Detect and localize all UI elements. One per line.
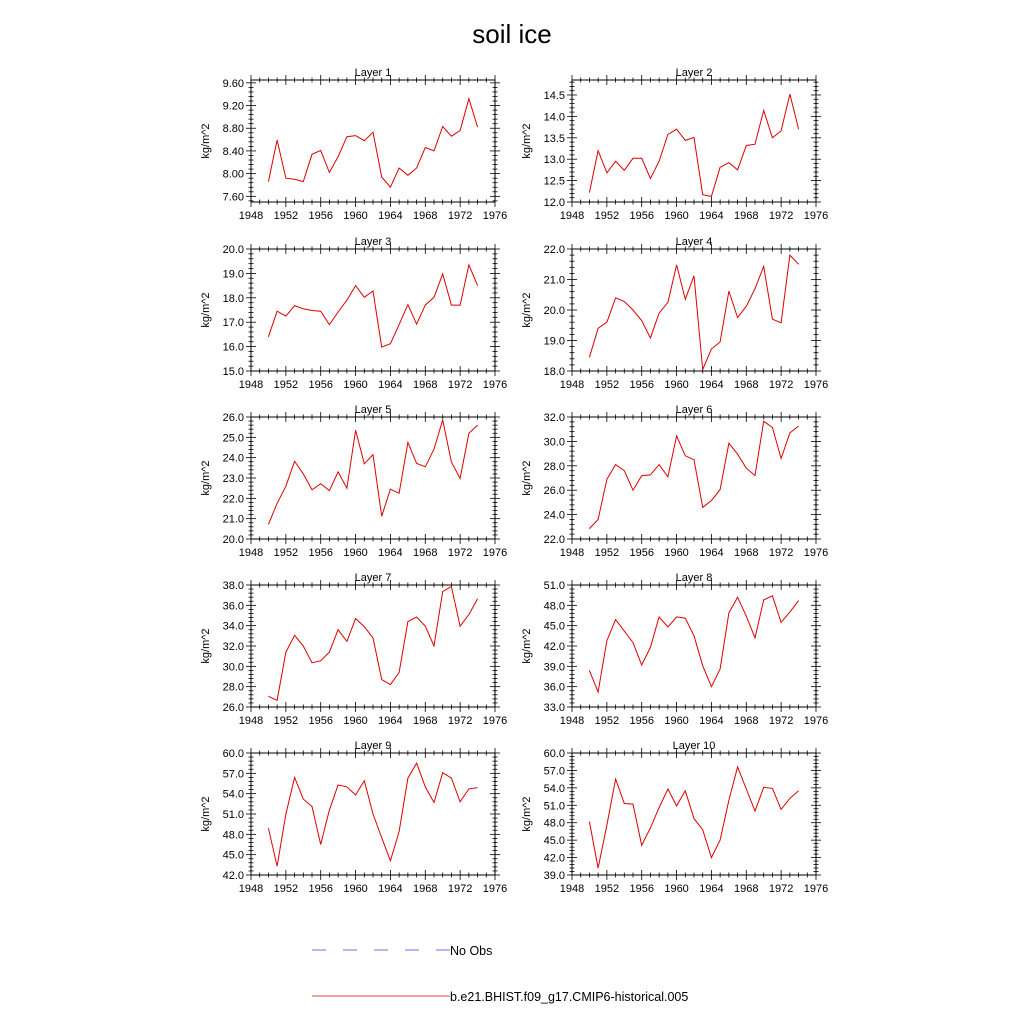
y-tick-label: 26.0 [222,702,244,714]
x-tick-label: 1956 [629,379,654,391]
x-tick-label: 1952 [273,715,299,727]
x-tick-label: 1952 [273,379,299,391]
x-tick-label: 1952 [273,210,299,222]
y-tick-label: 26.0 [543,485,565,498]
y-tick-label: 45.0 [543,835,565,848]
y-tick-label: 42.0 [543,852,565,865]
x-tick-label: 1960 [343,883,368,895]
x-tick-label: 1948 [238,379,264,391]
x-tick-label: 1948 [559,883,585,895]
y-tick-label: 22.0 [543,244,565,256]
x-tick-label: 1964 [699,379,724,391]
x-tick-label: 1948 [559,715,585,727]
y-tick-label: 14.0 [543,111,565,124]
x-tick-label: 1964 [699,210,724,222]
y-tick-label: 13.0 [543,154,565,167]
y-tick-label: 32.0 [222,641,244,653]
y-axis-label: kg/m^2 [200,292,212,328]
y-tick-label: 24.0 [222,452,244,465]
y-tick-label: 39.0 [543,661,565,674]
x-tick-label: 1968 [413,547,438,559]
y-tick-label: 22.0 [543,534,565,546]
y-tick-label: 8.40 [222,145,244,158]
y-axis-label: kg/m^2 [200,460,212,496]
y-tick-label: 18.0 [222,292,244,305]
y-tick-label: 7.60 [222,191,244,204]
x-tick-label: 1972 [447,883,473,895]
y-tick-label: 16.0 [222,341,244,354]
y-tick-label: 13.5 [543,132,565,145]
y-tick-label: 28.0 [222,681,244,694]
x-tick-label: 1960 [664,210,689,222]
y-axis-label: kg/m^2 [521,796,533,832]
x-tick-label: 1948 [559,210,585,222]
x-tick-label: 1968 [734,379,759,391]
x-tick-label: 1968 [413,210,438,222]
x-tick-label: 1976 [482,715,508,727]
x-tick-label: 1964 [378,883,403,895]
y-tick-label: 38.0 [222,580,244,592]
x-tick-label: 1948 [559,547,585,559]
y-tick-label: 17.0 [222,317,244,330]
x-tick-label: 1952 [594,883,620,895]
x-tick-label: 1968 [734,715,759,727]
y-tick-label: 20.0 [222,534,244,546]
x-tick-label: 1952 [273,547,299,559]
y-tick-label: 19.0 [222,268,244,281]
legend-label-no-obs: No Obs [450,944,493,958]
y-tick-label: 25.0 [222,432,244,445]
x-tick-label: 1952 [594,210,620,222]
x-tick-label: 1948 [238,883,264,895]
y-tick-label: 48.0 [543,600,565,613]
x-tick-label: 1956 [308,547,333,559]
panel-title: Layer 7 [354,572,392,584]
x-tick-label: 1952 [594,547,620,559]
x-tick-label: 1964 [378,210,403,222]
panel-title: Layer 1 [354,67,392,79]
y-tick-label: 30.0 [222,661,244,674]
x-tick-label: 1972 [768,715,794,727]
y-tick-label: 14.5 [543,89,565,102]
y-tick-label: 57.0 [543,765,565,778]
y-tick-label: 36.0 [222,600,244,613]
y-axis-label: kg/m^2 [200,628,212,664]
y-tick-label: 20.0 [543,305,565,317]
x-tick-label: 1968 [734,210,759,222]
y-tick-label: 21.0 [543,274,565,287]
y-axis-label: kg/m^2 [521,628,533,664]
x-tick-label: 1948 [238,547,264,559]
panel-title: Layer 2 [675,67,713,79]
panel-title: Layer 8 [675,572,713,584]
x-tick-label: 1956 [308,715,333,727]
x-tick-label: 1976 [482,379,508,391]
x-tick-label: 1960 [664,547,689,559]
x-tick-label: 1976 [482,883,508,895]
x-tick-label: 1964 [699,883,724,895]
x-tick-label: 1976 [803,547,829,559]
y-tick-label: 42.0 [543,641,565,653]
x-tick-label: 1976 [803,883,829,895]
y-tick-label: 18.0 [543,366,565,378]
y-tick-label: 48.0 [543,817,565,830]
y-tick-label: 9.20 [222,100,244,113]
y-axis-label: kg/m^2 [200,796,212,832]
y-tick-label: 48.0 [222,829,244,842]
panel-title: Layer 10 [672,740,716,752]
x-tick-label: 1976 [803,379,829,391]
panel-title: Layer 5 [354,404,392,416]
panel-title: Layer 9 [354,740,392,752]
y-tick-label: 28.0 [543,460,565,473]
y-tick-label: 21.0 [222,513,244,526]
x-tick-label: 1956 [308,210,333,222]
panel-title: Layer 4 [675,236,713,248]
x-tick-label: 1956 [629,210,654,222]
x-tick-label: 1968 [734,883,759,895]
x-tick-label: 1972 [447,715,473,727]
x-tick-label: 1972 [768,210,794,222]
x-tick-label: 1968 [413,883,438,895]
y-tick-label: 57.0 [222,768,244,781]
x-tick-label: 1960 [343,547,368,559]
x-tick-label: 1956 [308,379,333,391]
x-tick-label: 1968 [413,715,438,727]
y-tick-label: 8.80 [222,123,244,136]
x-tick-label: 1972 [447,210,473,222]
x-tick-label: 1948 [559,379,585,391]
y-tick-label: 33.0 [543,702,565,714]
y-tick-label: 8.00 [222,168,244,181]
x-tick-label: 1952 [273,883,299,895]
x-tick-label: 1976 [803,210,829,222]
y-tick-label: 26.0 [222,412,244,424]
y-tick-label: 42.0 [222,870,244,882]
x-tick-label: 1960 [343,715,368,727]
x-tick-label: 1960 [664,883,689,895]
x-tick-label: 1948 [238,715,264,727]
x-tick-label: 1952 [594,379,620,391]
y-tick-label: 12.5 [543,175,565,188]
y-tick-label: 34.0 [222,620,244,633]
x-tick-label: 1956 [308,883,333,895]
x-tick-label: 1960 [343,379,368,391]
panel-title: Layer 3 [354,236,392,248]
y-tick-label: 51.0 [543,800,565,813]
x-tick-label: 1956 [629,547,654,559]
x-tick-label: 1960 [343,210,368,222]
y-tick-label: 30.0 [543,436,565,449]
x-tick-label: 1968 [413,379,438,391]
x-tick-label: 1948 [238,210,264,222]
y-tick-label: 60.0 [543,748,565,760]
y-tick-label: 23.0 [222,473,244,485]
y-tick-label: 22.0 [222,493,244,506]
y-tick-label: 51.0 [222,809,244,821]
x-tick-label: 1964 [378,547,403,559]
x-tick-label: 1972 [768,883,794,895]
x-tick-label: 1964 [378,379,403,391]
x-tick-label: 1972 [447,379,473,391]
y-tick-label: 39.0 [543,870,565,882]
y-tick-label: 60.0 [222,748,244,760]
y-tick-label: 19.0 [543,335,565,348]
x-tick-label: 1952 [594,715,620,727]
x-tick-label: 1976 [482,547,508,559]
y-axis-label: kg/m^2 [521,292,533,328]
x-tick-label: 1956 [629,715,654,727]
x-tick-label: 1968 [734,547,759,559]
y-axis-label: kg/m^2 [200,123,212,159]
y-tick-label: 15.0 [222,366,244,378]
x-tick-label: 1964 [378,715,403,727]
y-tick-label: 12.0 [543,197,565,209]
y-tick-label: 9.60 [222,77,244,90]
y-axis-label: kg/m^2 [521,460,533,496]
y-tick-label: 32.0 [543,412,565,424]
y-tick-label: 36.0 [543,681,565,694]
y-tick-label: 54.0 [543,782,565,795]
y-tick-label: 51.0 [543,580,565,592]
y-tick-label: 45.0 [222,849,244,862]
panel-title: Layer 6 [675,404,713,416]
x-tick-label: 1972 [447,547,473,559]
y-tick-label: 54.0 [222,788,244,801]
x-tick-label: 1976 [482,210,508,222]
x-tick-label: 1972 [768,379,794,391]
legend-label-model-run: b.e21.BHIST.f09_g17.CMIP6-historical.005 [450,990,689,1004]
x-tick-label: 1960 [664,379,689,391]
y-axis-label: kg/m^2 [521,123,533,159]
y-tick-label: 45.0 [543,620,565,633]
x-tick-label: 1964 [699,715,724,727]
y-tick-label: 20.0 [222,244,244,256]
x-tick-label: 1960 [664,715,689,727]
x-tick-label: 1972 [768,547,794,559]
x-tick-label: 1956 [629,883,654,895]
y-tick-label: 24.0 [543,509,565,522]
x-tick-label: 1976 [803,715,829,727]
x-tick-label: 1964 [699,547,724,559]
figure-title: soil ice [472,19,552,49]
